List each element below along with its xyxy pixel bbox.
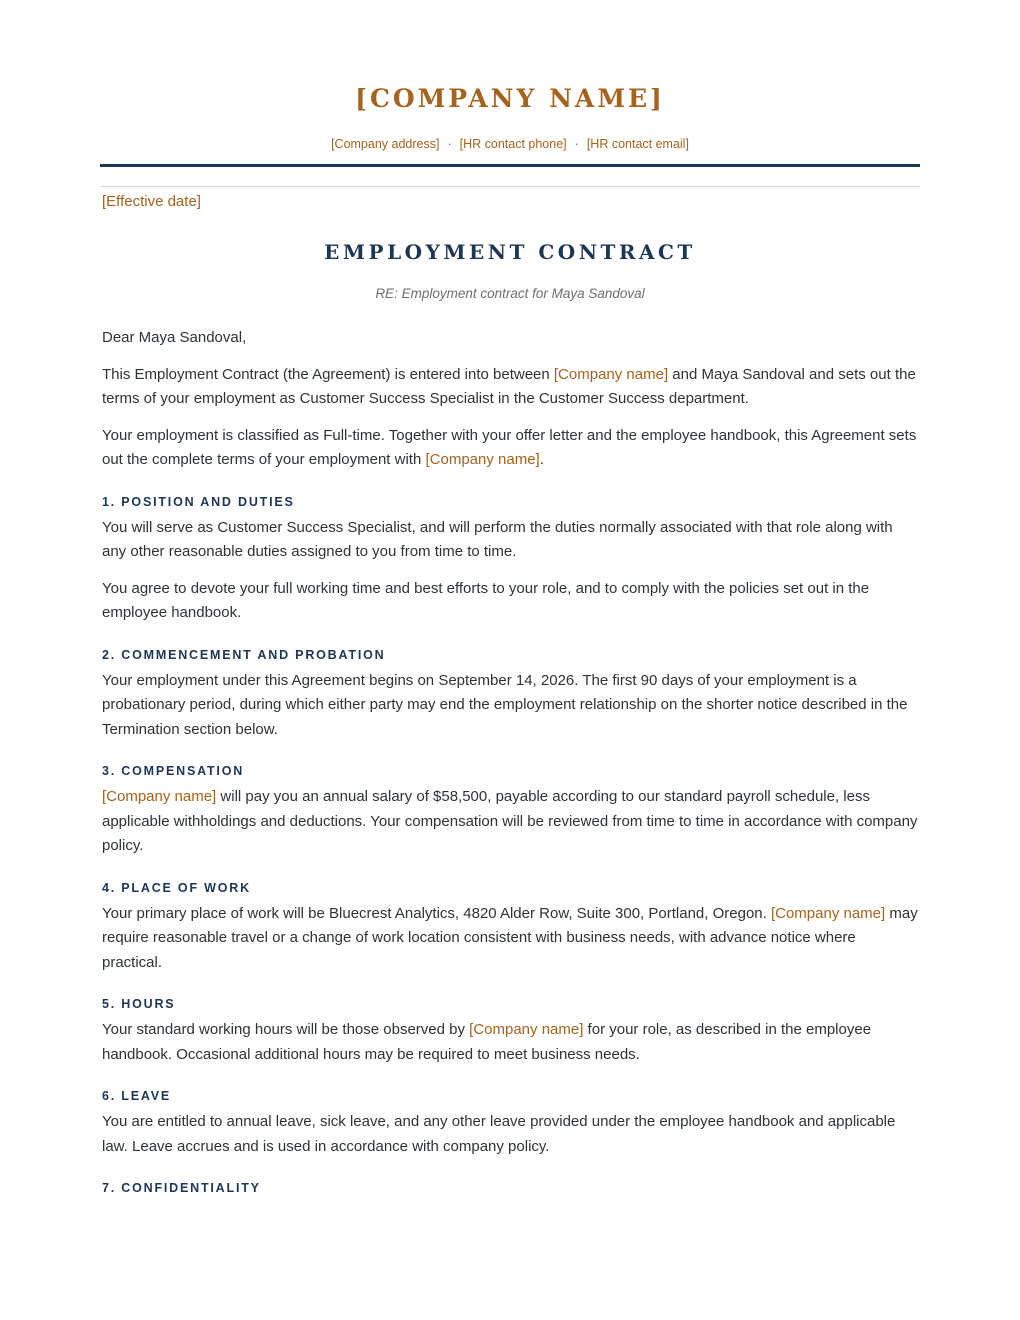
section-paragraph <box>102 902 918 976</box>
document-title: EMPLOYMENT CONTRACT <box>324 240 696 264</box>
subject-line: RE: Employment contract for Maya Sandoval <box>375 286 645 301</box>
section-heading-leave: 6. LEAVE <box>102 1089 172 1103</box>
section-text: may require reasonable travel or a change of work location consistent with business needs, with advance notice where practical. <box>102 904 918 971</box>
section-text: for your role, as described in the employee handbook. Occasional additional hours may be required to meet business needs. <box>102 1021 872 1063</box>
section-heading-compensation: 3. COMPENSATION <box>102 764 245 778</box>
contract-body <box>102 326 918 1202</box>
section-text: Your primary place of work will be Bluecrest Analytics, 4820 Alder Row, Suite 300, Portland, Oregon. <box>102 904 771 922</box>
company-name-placeholder: [Company name] <box>553 365 669 383</box>
effective-date: [Effective date] <box>102 193 201 210</box>
contact-separator: · <box>447 137 452 151</box>
intro-text: This Employment Contract (the Agreement) is entered into between <box>102 365 554 383</box>
company-name-placeholder: [Company name] <box>469 1021 584 1038</box>
intro-text: . <box>539 451 544 468</box>
company-name-placeholder: [Company name] <box>425 451 540 468</box>
section-heading-position: 1. POSITION AND DUTIES <box>102 494 295 509</box>
section-paragraph <box>102 1018 918 1067</box>
section-text: Your standard working hours will be those observed by <box>102 1021 470 1038</box>
header-divider <box>100 164 920 167</box>
company-name-placeholder: [Company name] <box>770 904 886 922</box>
company-address: [Company address] <box>331 137 440 151</box>
greeting: Dear Maya Sandoval, <box>102 329 247 346</box>
section-heading-hours: 5. HOURS <box>102 997 176 1011</box>
hr-contact-phone: [HR contact phone] <box>459 137 567 151</box>
section-heading-confidentiality: 7. CONFIDENTIALITY <box>102 1181 261 1195</box>
hr-contact-email: [HR contact email] <box>586 137 689 151</box>
intro-paragraph <box>102 424 918 473</box>
section-paragraph: Your employment under this Agreement begins on September 14, 2026. The first 90 days of your employment is a probationary period, during which either party may end the employment relationship on the shorter notice described in the Termination section below. <box>102 671 908 738</box>
section-heading-commencement: 2. COMMENCEMENT AND PROBATION <box>102 647 386 662</box>
section-text: will pay you an annual salary of $58,500, payable according to our standard payroll schedule, less applicable withholdings and deductions. Your compensation will be reviewed from time to time in accordance with company policy. <box>102 788 918 854</box>
contact-line <box>100 135 920 153</box>
header-thin-divider <box>100 186 920 187</box>
company-name: [COMPANY NAME] <box>355 84 665 113</box>
company-name-placeholder: [Company name] <box>102 788 217 805</box>
section-paragraph: You are entitled to annual leave, sick leave, and any other leave provided under the employee handbook and applicable law. Leave accrues and is used in accordance with company policy. <box>102 1113 896 1155</box>
section-paragraph: You agree to devote your full working time and best efforts to your role, and to comply with the policies set out in the employee handbook. <box>102 579 870 621</box>
intro-text: and Maya Sandoval and sets out the terms of your employment as Customer Success Specialist in the Customer Success department. <box>102 365 916 407</box>
section-paragraph <box>102 785 918 859</box>
section-paragraph: You will serve as Customer Success Specialist, and will perform the duties normally associated with that role along with any other reasonable duties assigned to you from time to time. <box>102 518 893 560</box>
contact-separator: · <box>574 137 579 151</box>
intro-text: Your employment is classified as Full-time. Together with your offer letter and the employee handbook, this Agreement sets out the complete terms of your employment with <box>102 426 917 468</box>
intro-paragraph <box>102 363 918 412</box>
section-heading-place-of-work: 4. PLACE OF WORK <box>102 880 251 895</box>
